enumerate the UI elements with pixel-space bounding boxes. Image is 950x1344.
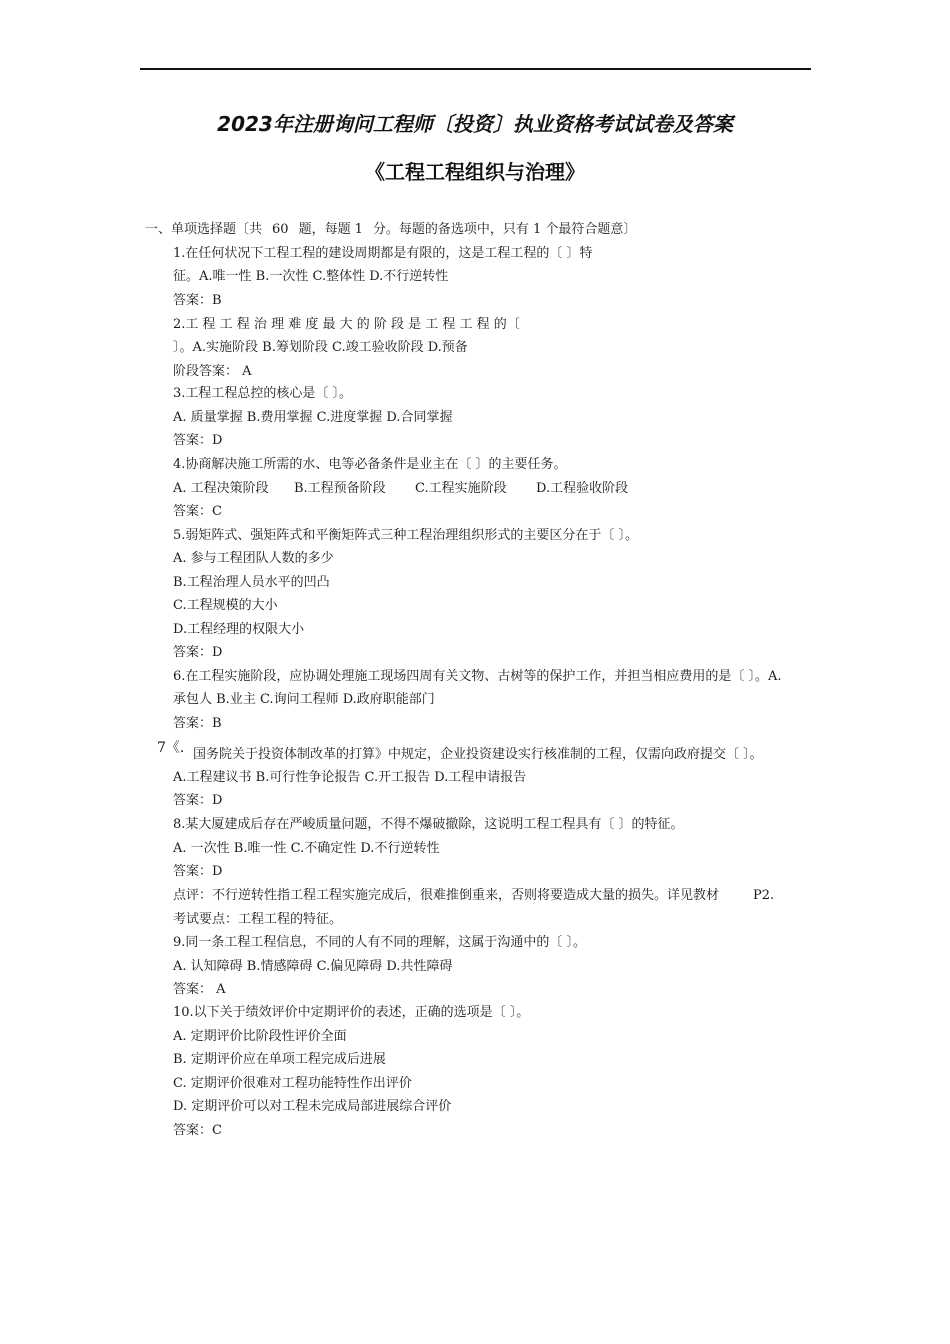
q2-stem-line1: 2.工 程 工 程 治 理 难 度 最 大 的 阶 段 是 工 程 工 程 的〔	[173, 317, 520, 332]
q9-answer: 答案： A	[173, 982, 226, 997]
q9-options: A. 认知障碍 B.情感障碍 C.偏见障碍 D.共性障碍	[173, 959, 453, 974]
q6-stem-line2: 承包人 B.业主 C.询问工程师 D.政府职能部门	[173, 692, 435, 707]
q3-stem: 3.工程工程总控的核心是〔 〕。	[173, 386, 353, 401]
q1-stem-line2: 征。A.唯一性 B.一次性 C.整体性 D.不行逆转性	[173, 269, 449, 284]
q4-answer: 答案：C	[173, 504, 222, 519]
top-rule	[140, 68, 811, 70]
document-subtitle: 《工程工程组织与治理》	[365, 160, 585, 184]
q3-options: A. 质量掌握 B.费用掌握 C.进度掌握 D.合同掌握	[173, 410, 453, 425]
q8-key-point: 考试要点：工程工程的特征。	[173, 912, 343, 927]
q7-number: 7《.	[157, 740, 185, 756]
q10-option-c: C. 定期评价很难对工程功能特性作出评价	[173, 1076, 412, 1091]
q6-answer: 答案：B	[173, 716, 222, 731]
q1-stem-line1: 1.在任何状况下工程工程的建设周期都是有限的，这是工程工程的〔 〕特	[173, 246, 593, 261]
q4-stem: 4.协商解决施工所需的水、电等必备条件是业主在〔 〕的主要任务。	[173, 457, 567, 472]
q7-stem: 国务院关于投资体制改革的打算》中规定，企业投资建设实行核准制的工程，仅需向政府提交〔 〕。	[193, 747, 763, 762]
q6-stem-line1: 6.在工程实施阶段，应协调处理施工现场四周有关文物、古树等的保护工作，并担当相应费用的是〔 〕。A.	[173, 669, 782, 684]
q7-options: A.工程建议书 B.可行性争论报告 C.开工报告 D.工程申请报告	[173, 770, 527, 785]
q10-option-b: B. 定期评价应在单项工程完成后进展	[173, 1052, 386, 1067]
q4-option-c: C.工程实施阶段	[415, 481, 507, 496]
q5-option-d: D.工程经理的权限大小	[173, 622, 305, 637]
q5-option-c: C.工程规模的大小	[173, 598, 278, 613]
document-title: 2023年注册询问工程师〔投资〕执业资格考试试卷及答案	[217, 112, 733, 136]
q7-answer: 答案：D	[173, 793, 223, 808]
q8-stem: 8.某大厦建成后存在严峻质量问题，不得不爆破撤除，这说明工程工程具有〔 〕的特征。	[173, 817, 684, 832]
q4-option-d: D.工程验收阶段	[536, 481, 629, 496]
q8-answer: 答案：D	[173, 864, 223, 879]
q1-answer: 答案：B	[173, 293, 222, 308]
q10-option-a: A. 定期评价比阶段性评价全面	[173, 1029, 347, 1044]
q10-option-d: D. 定期评价可以对工程未完成局部进展综合评价	[173, 1099, 452, 1114]
q5-option-a: A. 参与工程团队人数的多少	[173, 551, 334, 566]
q10-answer: 答案：C	[173, 1123, 222, 1138]
q4-option-a: A. 工程决策阶段	[173, 481, 269, 496]
q4-option-b: B.工程预备阶段	[294, 481, 386, 496]
q5-stem: 5.弱矩阵式、强矩阵式和平衡矩阵式三种工程治理组织形式的主要区分在于〔 〕。	[173, 528, 639, 543]
q5-answer: 答案：D	[173, 645, 223, 660]
q3-answer: 答案：D	[173, 433, 223, 448]
q10-stem: 10.以下关于绩效评价中定期评价的表述，正确的选项是〔 〕。	[173, 1005, 530, 1020]
q2-stem-line2: 〕。A.实施阶段 B.筹划阶段 C.竣工验收阶段 D.预备	[173, 340, 468, 355]
q2-stem-line3-answer: 阶段答案： A	[173, 364, 252, 379]
q9-stem: 9.同一条工程工程信息，不同的人有不同的理解，这属于沟通中的〔 〕。	[173, 935, 587, 950]
section-header: 一、单项选择题〔共 60 题，每题 1 分。每题的备选项中，只有 1 个最符合题意〕	[145, 222, 637, 237]
q8-comment: 点评：不行逆转性指工程工程实施完成后，很难推倒重来，否则将要造成大量的损失。详见教材 P2.	[173, 888, 775, 903]
q8-options: A. 一次性 B.唯一性 C.不确定性 D.不行逆转性	[173, 841, 440, 856]
q5-option-b: B.工程治理人员水平的凹凸	[173, 575, 330, 590]
